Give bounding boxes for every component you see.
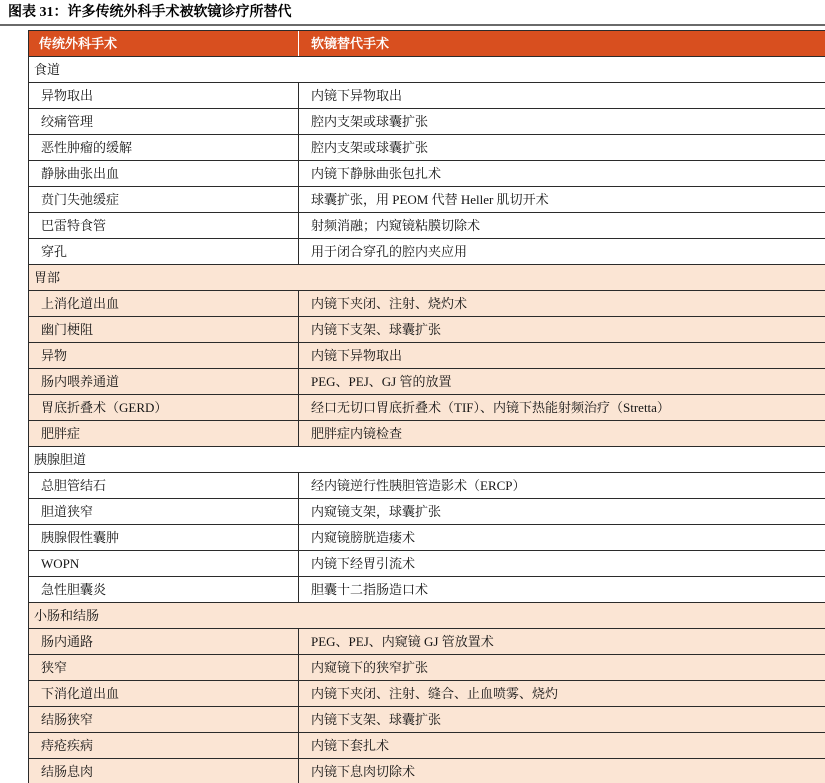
table-row [29,759,825,783]
traditional-surgery-cell: 肠内通路 [29,629,299,654]
endoscopy-replacement-cell: 胆囊十二指肠造口术 [311,582,429,597]
endoscopy-replacement-cell: PEG、PEJ、GJ 管的放置 [311,374,452,389]
endoscopy-replacement-cell: 内窥镜膀胱造瘘术 [311,530,416,545]
endoscopy-replacement-cell: 内镜下支架、球囊扩张 [311,712,442,727]
header-col-endoscopy: 软镜替代手术 [311,36,390,51]
traditional-surgery-cell: 异物 [29,343,299,368]
table-row [29,213,825,239]
endoscopy-replacement-cell: 射频消融；内窥镜粘膜切除术 [311,218,481,233]
endoscopy-replacement-cell: 腔内支架或球囊扩张 [311,114,429,129]
section-label: 小肠和结肠 [34,608,100,623]
table-row [29,369,825,395]
header-row [29,31,825,57]
table-row [29,343,825,369]
table-row [29,681,825,707]
traditional-surgery-cell: 肠内喂养通道 [29,369,299,394]
table-row [29,473,825,499]
endoscopy-replacement-cell: 内窥镜支架，球囊扩张 [311,504,442,519]
traditional-surgery-cell: WOPN [29,551,299,576]
figure-title: 图表 31：许多传统外科手术被软镜诊疗所替代 [8,5,292,20]
table-row [29,135,825,161]
table-row [29,161,825,187]
traditional-surgery-cell: 幽门梗阻 [29,317,299,342]
table-row [29,629,825,655]
title-divider-rule [0,24,825,26]
table-row [29,525,825,551]
section-row [29,447,825,473]
table-row [29,395,825,421]
traditional-surgery-cell: 恶性肿瘤的缓解 [29,135,299,160]
table-row [29,551,825,577]
endoscopy-replacement-cell: 内镜下夹闭、注射、烧灼术 [311,296,468,311]
table-row [29,317,825,343]
endoscopy-replacement-cell: 经内镜逆行性胰胆管造影术（ERCP） [311,478,526,493]
table-row [29,577,825,603]
traditional-surgery-cell: 痔疮疾病 [29,733,299,758]
table-row [29,421,825,447]
section-label: 胃部 [34,270,61,285]
table-row [29,239,825,265]
traditional-surgery-cell: 胃底折叠术（GERD） [29,395,299,420]
endoscopy-replacement-cell: PEG、PEJ、内窥镜 GJ 管放置术 [311,634,494,649]
section-label: 食道 [34,62,61,77]
endoscopy-replacement-cell: 内镜下套扎术 [311,738,390,753]
header-col-traditional: 传统外科手术 [29,31,299,56]
traditional-surgery-cell: 下消化道出血 [29,681,299,706]
endoscopy-replacement-cell: 经口无切口胃底折叠术（TIF）、内镜下热能射频治疗（Stretta） [311,400,670,415]
traditional-surgery-cell: 静脉曲张出血 [29,161,299,186]
endoscopy-replacement-cell: 内镜下静脉曲张包扎术 [311,166,442,181]
traditional-surgery-cell: 胆道狭窄 [29,499,299,524]
endoscopy-replacement-cell: 内镜下息肉切除术 [311,764,416,779]
traditional-surgery-cell: 急性胆囊炎 [29,577,299,602]
table-row [29,655,825,681]
traditional-surgery-cell: 巴雷特食管 [29,213,299,238]
endoscopy-replacement-cell: 内镜下异物取出 [311,348,403,363]
table-row [29,707,825,733]
traditional-surgery-cell: 绞痛管理 [29,109,299,134]
section-label: 胰腺胆道 [34,452,87,467]
table-row [29,187,825,213]
traditional-surgery-cell: 结肠狭窄 [29,707,299,732]
traditional-surgery-cell: 贲门失弛缓症 [29,187,299,212]
endoscopy-replacement-cell: 内镜下支架、球囊扩张 [311,322,442,337]
table-row [29,109,825,135]
traditional-surgery-cell: 穿孔 [29,239,299,264]
endoscopy-replacement-cell: 内窥镜下的狭窄扩张 [311,660,429,675]
traditional-surgery-cell: 肥胖症 [29,421,299,446]
endoscopy-replacement-cell: 球囊扩张，用 PEOM 代替 Heller 肌切开术 [311,192,549,207]
endoscopy-replacement-cell: 腔内支架或球囊扩张 [311,140,429,155]
table-row [29,83,825,109]
traditional-surgery-cell: 胰腺假性囊肿 [29,525,299,550]
endoscopy-replacement-cell: 内镜下夹闭、注射、缝合、止血喷雾、烧灼 [311,686,559,701]
endoscopy-replacement-cell: 内镜下异物取出 [311,88,403,103]
traditional-surgery-cell: 狭窄 [29,655,299,680]
table-row [29,499,825,525]
traditional-surgery-cell: 上消化道出血 [29,291,299,316]
section-row [29,603,825,629]
endoscopy-replacement-cell: 内镜下经胃引流术 [311,556,416,571]
section-row [29,57,825,83]
table-row [29,291,825,317]
endoscopy-replacement-cell: 肥胖症内镜检查 [311,426,403,441]
traditional-surgery-cell: 结肠息肉 [29,759,299,783]
section-row [29,265,825,291]
table-row [29,733,825,759]
endoscopy-replacement-cell: 用于闭合穿孔的腔内夹应用 [311,244,468,259]
traditional-surgery-cell: 总胆管结石 [29,473,299,498]
traditional-surgery-cell: 异物取出 [29,83,299,108]
figure-table [28,30,825,783]
